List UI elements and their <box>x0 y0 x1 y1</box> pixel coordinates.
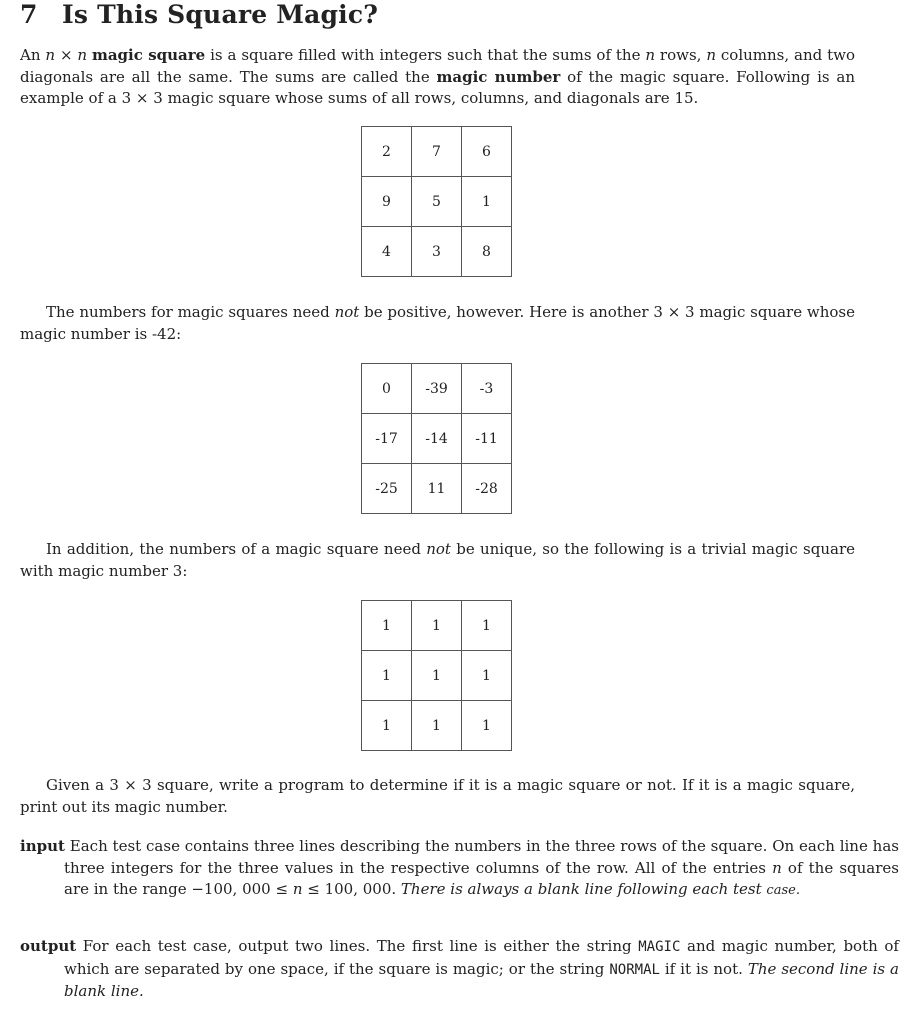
term-magic-number: magic number <box>436 67 561 86</box>
term-magic-square: magic square <box>91 46 206 64</box>
negative-numbers-paragraph: The numbers for magic squares need not be positive, however. Here is another 3 × 3 magic square whose magic number is -42: <box>20 303 855 343</box>
grid-cell: 1 <box>412 651 462 701</box>
magic-square-example-3 <box>361 600 512 751</box>
grid-cell: -25 <box>362 464 412 514</box>
grid-cell: 1 <box>462 177 512 227</box>
code-normal: NORMAL <box>609 961 660 978</box>
output-specification: output For each test case, output two lines. The first line is either the string MAGIC and magic number, both of which are separated by one space, if the square is magic; or the string NORMAL if it is not. The second line is a blank line. <box>20 937 899 1000</box>
grid-cell: 8 <box>462 227 512 277</box>
grid-cell: -28 <box>462 464 512 514</box>
section-heading <box>20 0 378 30</box>
grid-row <box>362 601 512 651</box>
grid-cell: 1 <box>362 651 412 701</box>
grid-row <box>362 701 512 751</box>
grid-cell: 2 <box>362 127 412 177</box>
grid-cell: 3 <box>412 227 462 277</box>
magic-square-example-1 <box>361 126 512 277</box>
output-label: output <box>20 937 77 955</box>
task-paragraph: Given a 3 × 3 square, write a program to determine if it is a magic square or not. If it is a magic square, print out its magic number. <box>20 776 855 816</box>
grid-row <box>362 227 512 277</box>
grid-cell: 1 <box>412 701 462 751</box>
grid-cell: 1 <box>362 601 412 651</box>
grid-cell: -11 <box>462 414 512 464</box>
grid-cell: 11 <box>412 464 462 514</box>
grid-row <box>362 177 512 227</box>
input-label: input <box>20 837 65 855</box>
intro-paragraph: An n × n magic square is a square filled with integers such that the sums of the n rows, n columns, and two diagonals are all the same. The sums are called the magic number of the magic square. Following is an example of a 3 × 3 magic square whose sums of all rows, columns, and diagonals are 15. <box>20 46 856 107</box>
grid-cell: -14 <box>412 414 462 464</box>
grid-cell: -39 <box>412 364 462 414</box>
grid-cell: -3 <box>462 364 512 414</box>
grid-cell: 1 <box>462 651 512 701</box>
grid-cell: 1 <box>362 701 412 751</box>
grid-cell: -17 <box>362 414 412 464</box>
grid-cell: 6 <box>462 127 512 177</box>
grid-cell: 1 <box>462 601 512 651</box>
section-number: 7 <box>20 0 38 29</box>
magic-square-example-2 <box>361 363 512 514</box>
grid-cell: 7 <box>412 127 462 177</box>
grid-cell: 5 <box>412 177 462 227</box>
grid-cell: 9 <box>362 177 412 227</box>
grid-row <box>362 651 512 701</box>
grid-cell: 0 <box>362 364 412 414</box>
grid-cell: 4 <box>362 227 412 277</box>
grid-row <box>362 127 512 177</box>
grid-row <box>362 364 512 414</box>
input-specification: input Each test case contains three lines describing the numbers in the three rows of the square. On each line has three integers for the three values in the respective columns of the row. All of the entries n of the squares are in the range −100, 000 ≤ n ≤ 100, 000. There is always a blank line following each test case. <box>20 837 899 898</box>
non-unique-paragraph: In addition, the numbers of a magic square need not be unique, so the following is a trivial magic square with magic number 3: <box>20 540 855 580</box>
section-title: Is This Square Magic? <box>62 0 379 29</box>
grid-cell: 1 <box>412 601 462 651</box>
grid-cell: 1 <box>462 701 512 751</box>
grid-row <box>362 464 512 514</box>
code-magic: MAGIC <box>638 939 681 955</box>
grid-row <box>362 414 512 464</box>
